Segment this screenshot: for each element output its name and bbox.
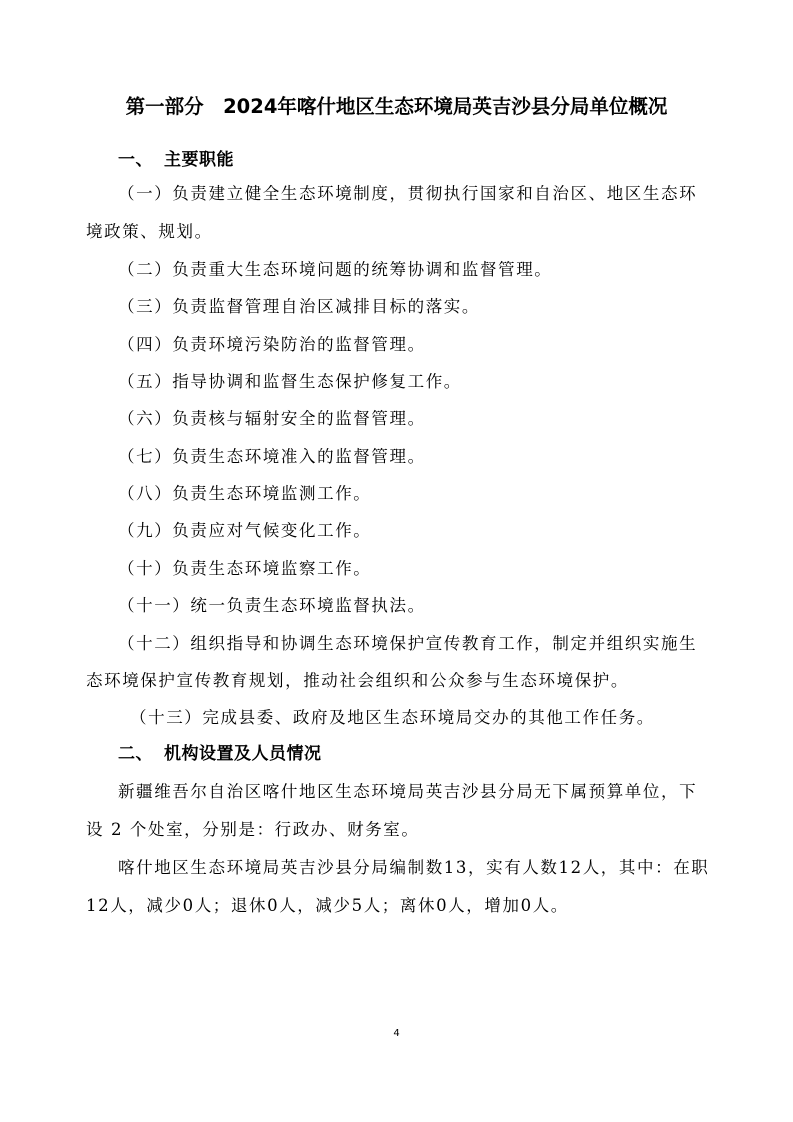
paragraph-line: 态环境保护宣传教育规划，推动社会组织和公众参与生态环境保护。 — [86, 671, 629, 690]
section-heading-organization — [118, 743, 322, 765]
paragraph-line: （四）负责环境污染防治的监督管理。 — [118, 335, 426, 354]
paragraph-line: （十一）统一负责生态环境监督执法。 — [118, 596, 426, 615]
paragraph-line: 喀什地区生态环境局英吉沙县分局编制数13，实有人数12人，其中：在职 — [118, 858, 710, 877]
section-number: 二、 — [118, 744, 153, 764]
section-title: 机构设置及人员情况 — [164, 744, 322, 764]
paragraph-line: （一）负责建立健全生态环境制度，贯彻执行国家和自治区、地区生态环 — [118, 184, 698, 203]
section-heading-functions — [118, 149, 234, 171]
paragraph-line: 境政策、规划。 — [86, 222, 213, 241]
page-title: 第一部分 2024年喀什地区生态环境局英吉沙县分局单位概况 — [125, 95, 668, 118]
paragraph-line: 新疆维吾尔自治区喀什地区生态环境局英吉沙县分局无下属预算单位，下 — [118, 782, 698, 801]
paragraph-line: 设 2 个处室，分别是：行政办、财务室。 — [86, 820, 420, 839]
section-title: 主要职能 — [164, 150, 234, 170]
paragraph-line: （九）负责应对气候变化工作。 — [118, 521, 372, 540]
paragraph-line: （八）负责生态环境监测工作。 — [118, 484, 372, 503]
paragraph-line: （二）负责重大生态环境问题的统筹协调和监督管理。 — [118, 260, 553, 279]
paragraph-line: （六）负责核与辐射安全的监督管理。 — [118, 409, 426, 428]
section-number: 一、 — [118, 150, 153, 170]
paragraph-line: （十二）组织指导和协调生态环境保护宣传教育工作，制定并组织实施生 — [118, 634, 698, 653]
paragraph-line: （十三）完成县委、政府及地区生态环境局交办的其他工作任务。 — [130, 708, 655, 727]
paragraph-line: （七）负责生态环境准入的监督管理。 — [118, 447, 426, 466]
paragraph-line: 12人，减少0人；退休0人，减少5人；离休0人，增加0人。 — [86, 896, 569, 915]
paragraph-line: （五）指导协调和监督生态保护修复工作。 — [118, 372, 462, 391]
paragraph-line: （三）负责监督管理自治区减排目标的落实。 — [118, 297, 480, 316]
page-number: 4 — [393, 1028, 400, 1039]
paragraph-line: （十）负责生态环境监察工作。 — [118, 559, 372, 578]
